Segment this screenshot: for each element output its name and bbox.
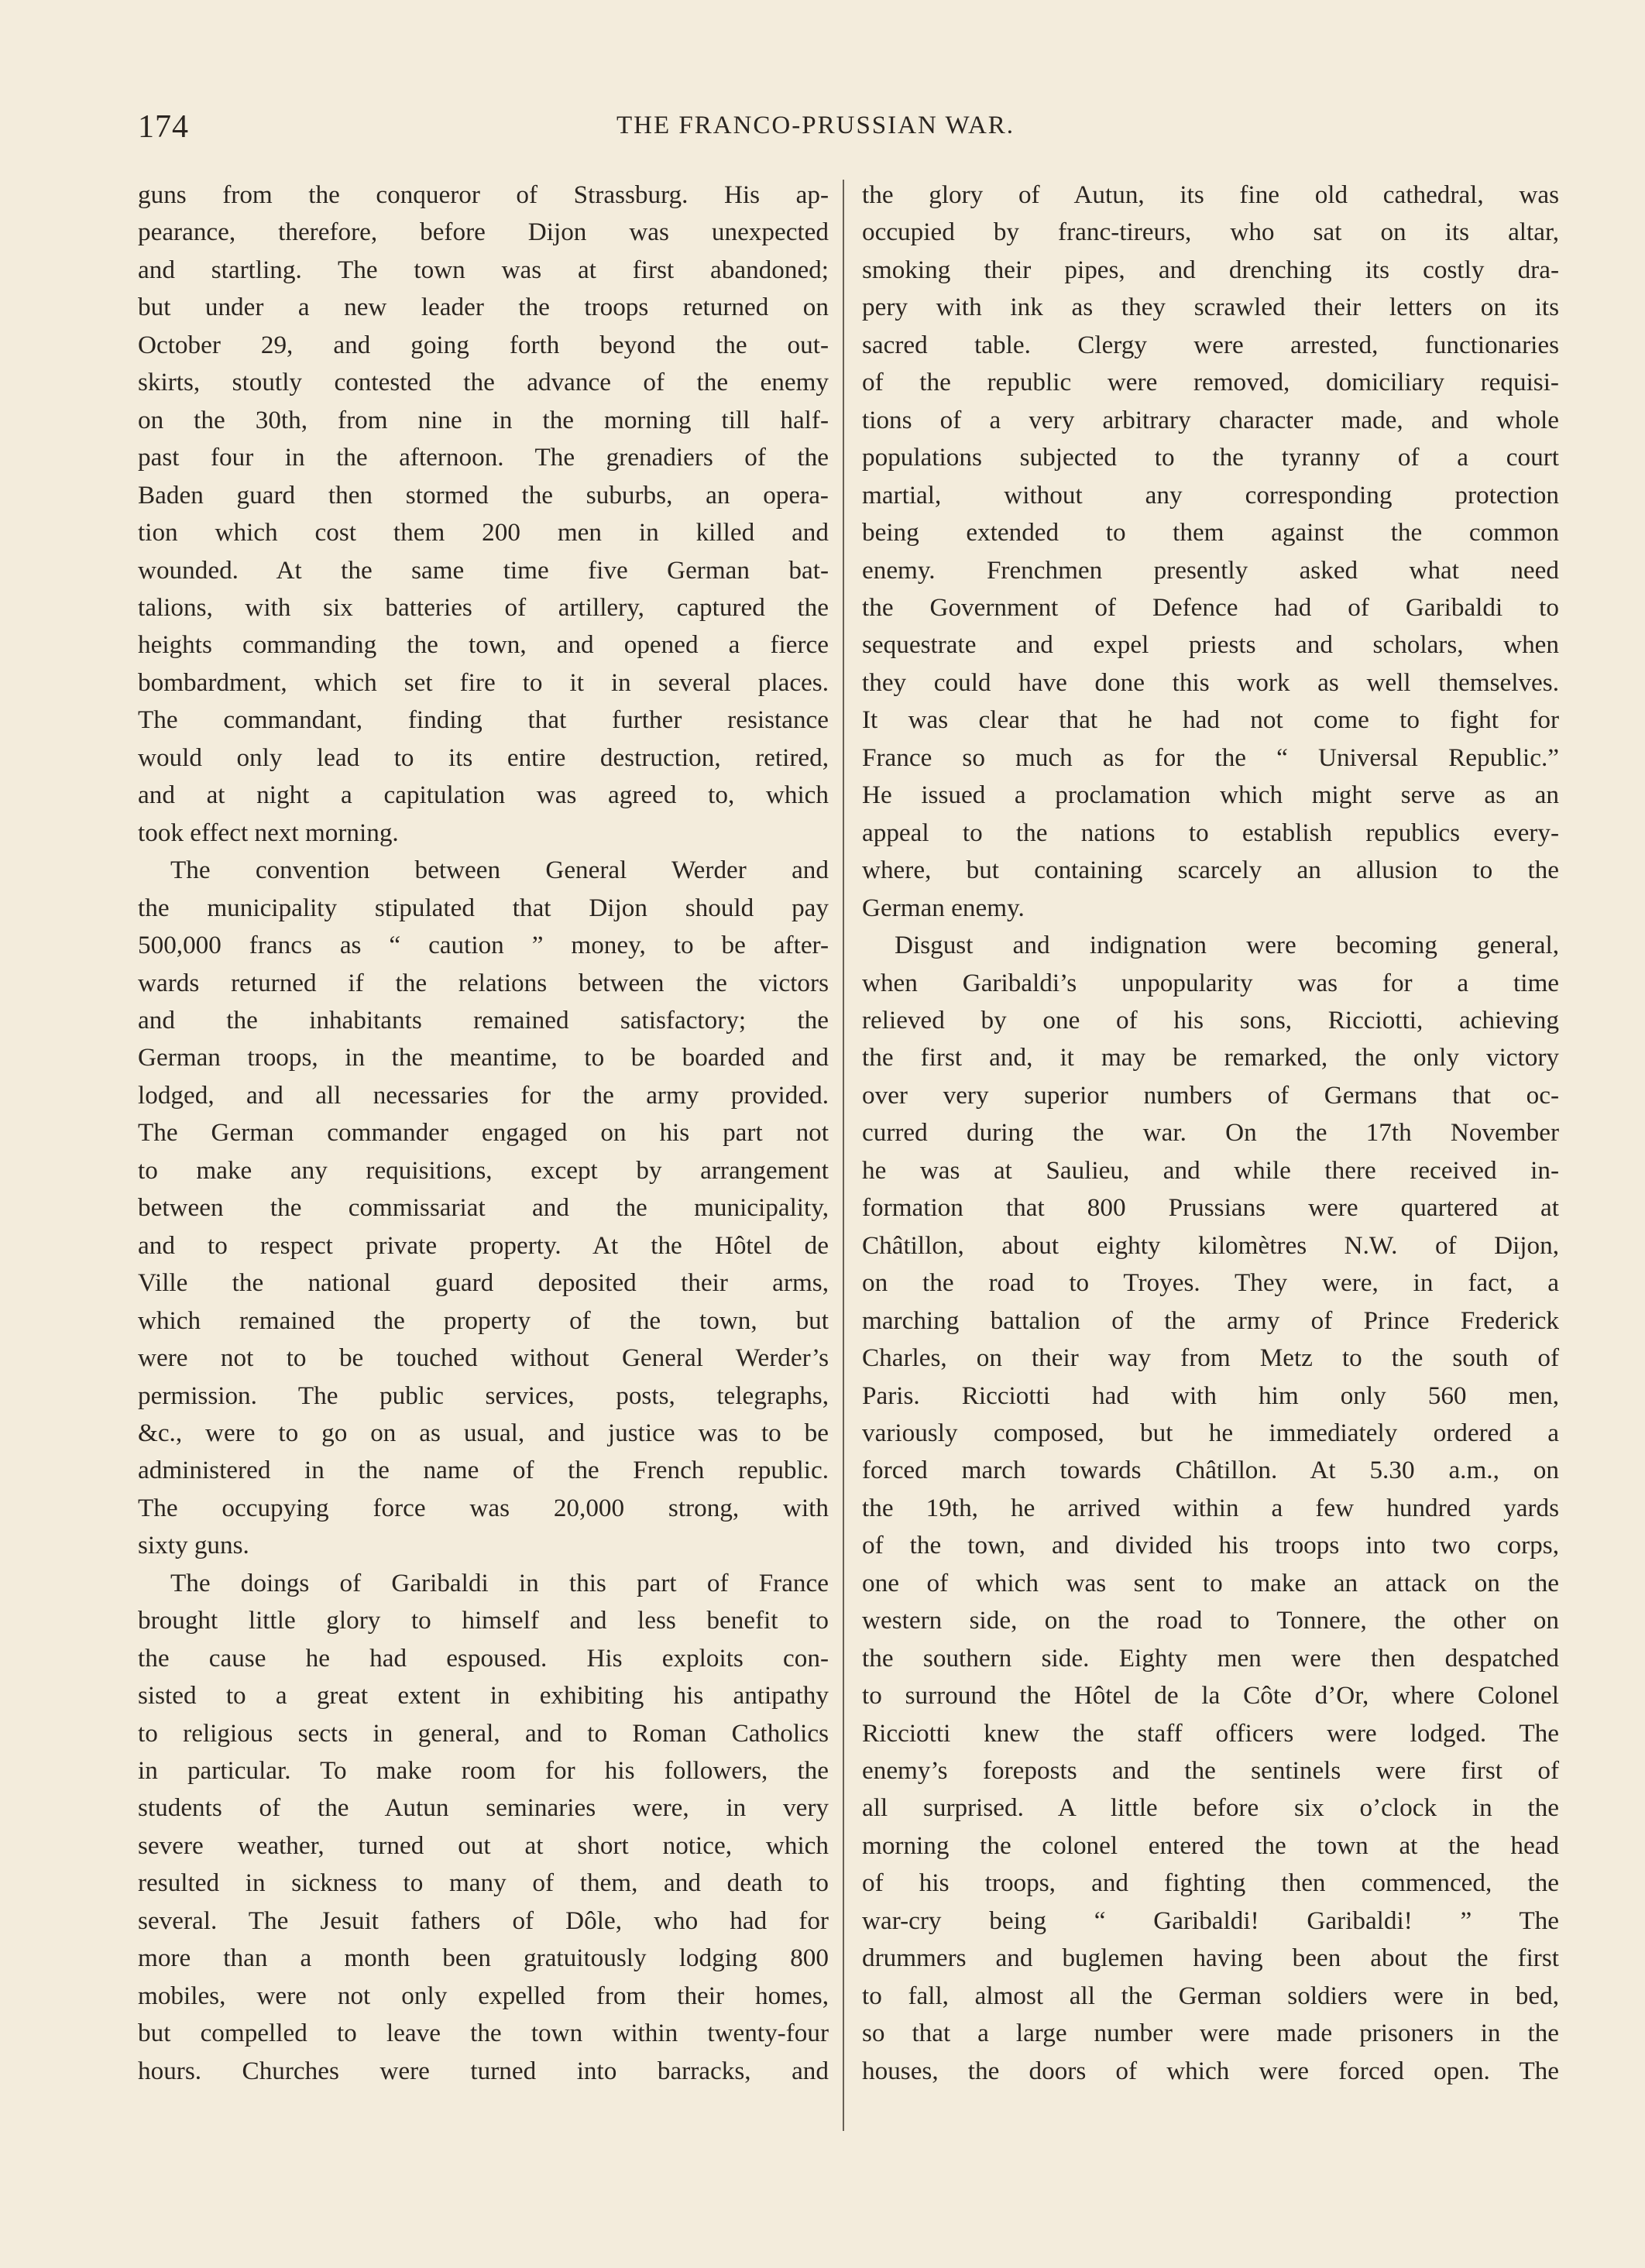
text-line: appeal to the nations to establish republics every- [862,818,1559,847]
text-line: sixty guns. [138,1531,249,1560]
text-line: wards returned if the relations between the victors [138,968,829,997]
text-line: forced march towards Châtillon. At 5.30 a.m., on [862,1456,1559,1485]
text-line: sequestrate and expel priests and scholars, when [862,630,1559,660]
text-line: the Government of Defence had of Garibaldi to [862,592,1559,622]
text-line: The commandant, finding that further resistance [138,705,829,735]
text-line: on the road to Troyes. They were, in fact, a [862,1268,1559,1298]
text-line: sacred table. Clergy were arrested, functionaries [862,330,1559,359]
text-line: so that a large number were made prisoners in the [862,2019,1559,2048]
text-line: were not to be touched without General Werder’s [138,1343,829,1373]
text-line: tions of a very arbitrary character made, and whole [862,405,1559,434]
text-line: lodged, and all necessaries for the army provided. [138,1080,829,1110]
text-line: curred during the war. On the 17th November [862,1118,1559,1148]
text-line: between the commissariat and the municipality, [138,1193,829,1223]
text-line: when Garibaldi’s unpopularity was for a time [862,968,1559,997]
text-line: they could have done this work as well themselves. [862,667,1559,697]
text-line: The occupying force was 20,000 strong, with [138,1493,829,1522]
text-line: He issued a proclamation which might serve as an [862,781,1559,810]
page-number: 174 [138,109,189,145]
right-text-column [862,177,1559,2090]
text-line: permission. The public services, posts, telegraphs, [138,1381,829,1410]
text-line: in particular. To make room for his followers, the [138,1756,829,1786]
text-line: on the 30th, from nine in the morning till half- [138,405,829,434]
text-line: Ville the national guard deposited their arms, [138,1268,829,1298]
text-line: tion which cost them 200 men in killed and [138,518,829,547]
text-line: several. The Jesuit fathers of Dôle, who had for [138,1906,829,1935]
text-line: enemy’s foreposts and the sentinels were first of [862,1756,1559,1786]
text-line: the glory of Autun, its fine old cathedral, was [862,180,1559,209]
text-line: The convention between General Werder and [170,856,829,885]
column-divider [843,180,844,2131]
text-line: German enemy. [862,893,1025,922]
text-line: of the town, and divided his troops into two corps, [862,1531,1559,1560]
text-line: to religious sects in general, and to Roman Catholics [138,1718,829,1748]
text-line: bombardment, which set fire to it in several places. [138,667,829,697]
text-line: pearance, therefore, before Dijon was unexpected [138,218,829,247]
text-line: administered in the name of the French republic. [138,1456,829,1485]
text-line: heights commanding the town, and opened a fierce [138,630,829,660]
text-line: formation that 800 Prussians were quartered at [862,1193,1559,1223]
text-line: drummers and buglemen having been about the first [862,1944,1559,1973]
text-line: guns from the conqueror of Strassburg. His ap- [138,180,829,209]
text-line: and at night a capitulation was agreed to, which [138,781,829,810]
text-line: October 29, and going forth beyond the out- [138,330,829,359]
text-line: martial, without any corresponding protection [862,480,1559,510]
text-line: &c., were to go on as usual, and justice was to be [138,1418,829,1447]
left-text-column [138,177,829,2090]
text-line: to fall, almost all the German soldiers were in bed, [862,1981,1559,2010]
text-line: talions, with six batteries of artillery, captured the [138,592,829,622]
text-line: variously composed, but he immediately ordered a [862,1418,1559,1447]
text-line: the cause he had espoused. His exploits con- [138,1643,829,1673]
text-line: wounded. At the same time five German bat- [138,555,829,585]
text-line: Disgust and indignation were becoming general, [895,931,1559,960]
text-line: would only lead to its entire destruction, retired, [138,743,829,772]
text-line: the municipality stipulated that Dijon should pay [138,893,829,922]
text-line: the 19th, he arrived within a few hundred yards [862,1493,1559,1522]
text-line: Paris. Ricciotti had with him only 560 men, [862,1381,1559,1410]
text-line: German troops, in the meantime, to be boarded and [138,1043,829,1072]
text-line: more than a month been gratuitously lodging 800 [138,1944,829,1973]
text-line: enemy. Frenchmen presently asked what need [862,555,1559,585]
text-line: he was at Saulieu, and while there received in- [862,1155,1559,1185]
text-line: students of the Autun seminaries were, in very [138,1793,829,1823]
text-line: resulted in sickness to many of them, and death to [138,1868,829,1898]
text-line: to make any requisitions, except by arrangement [138,1155,829,1185]
text-line: of the republic were removed, domiciliary requisi- [862,368,1559,397]
text-line: Charles, on their way from Metz to the south of [862,1343,1559,1373]
text-line: pery with ink as they scrawled their letters on its [862,293,1559,322]
text-line: the southern side. Eighty men were then despatched [862,1643,1559,1673]
text-line: western side, on the road to Tonnere, the other on [862,1606,1559,1635]
text-line: The doings of Garibaldi in this part of France [170,1568,829,1597]
text-line: and to respect private property. At the Hôtel de [138,1230,829,1260]
text-line: Baden guard then stormed the suburbs, an opera- [138,480,829,510]
text-line: Ricciotti knew the staff officers were lodged. The [862,1718,1559,1748]
text-line: brought little glory to himself and less benefit to [138,1606,829,1635]
running-title: THE FRANCO-PRUSSIAN WAR. [616,112,1015,139]
text-line: Châtillon, about eighty kilomètres N.W. of Dijon, [862,1230,1559,1260]
text-line: and the inhabitants remained satisfactory; the [138,1005,829,1034]
text-line: populations subjected to the tyranny of a court [862,443,1559,472]
text-line: being extended to them against the common [862,518,1559,547]
text-line: houses, the doors of which were forced open. The [862,2056,1559,2085]
text-line: to surround the Hôtel de la Côte d’Or, where Colonel [862,1681,1559,1710]
text-line: morning the colonel entered the town at the head [862,1831,1559,1860]
text-line: took effect next morning. [138,818,399,847]
text-line: all surprised. A little before six o’clock in the [862,1793,1559,1823]
text-line: and startling. The town was at first abandoned; [138,255,829,284]
text-line: of his troops, and fighting then commenced, the [862,1868,1559,1898]
text-line: severe weather, turned out at short notice, which [138,1831,829,1860]
text-line: the first and, it may be remarked, the only victory [862,1043,1559,1072]
text-line: marching battalion of the army of Prince Frederick [862,1306,1559,1335]
text-line: war-cry being “ Garibaldi! Garibaldi! ” The [862,1906,1559,1935]
text-line: skirts, stoutly contested the advance of the enemy [138,368,829,397]
text-line: mobiles, were not only expelled from their homes, [138,1981,829,2010]
text-line: where, but containing scarcely an allusion to the [862,856,1559,885]
text-line: 500,000 francs as “ caution ” money, to be after- [138,931,829,960]
text-line: sisted to a great extent in exhibiting his antipathy [138,1681,829,1710]
text-line: past four in the afternoon. The grenadiers of the [138,443,829,472]
text-line: but compelled to leave the town within twenty-four [138,2019,829,2048]
text-line: hours. Churches were turned into barracks, and [138,2056,829,2085]
text-line: occupied by franc-tireurs, who sat on its altar, [862,218,1559,247]
text-line: It was clear that he had not come to fight for [862,705,1559,735]
page-header [138,108,1552,155]
text-line: one of which was sent to make an attack on the [862,1568,1559,1597]
text-line: France so much as for the “ Universal Republic.” [862,743,1559,772]
text-line: but under a new leader the troops returned on [138,293,829,322]
text-line: smoking their pipes, and drenching its costly dra- [862,255,1559,284]
text-line: which remained the property of the town, but [138,1306,829,1335]
text-line: over very superior numbers of Germans that oc- [862,1080,1559,1110]
text-line: The German commander engaged on his part not [138,1118,829,1148]
text-line: relieved by one of his sons, Ricciotti, achieving [862,1005,1559,1034]
